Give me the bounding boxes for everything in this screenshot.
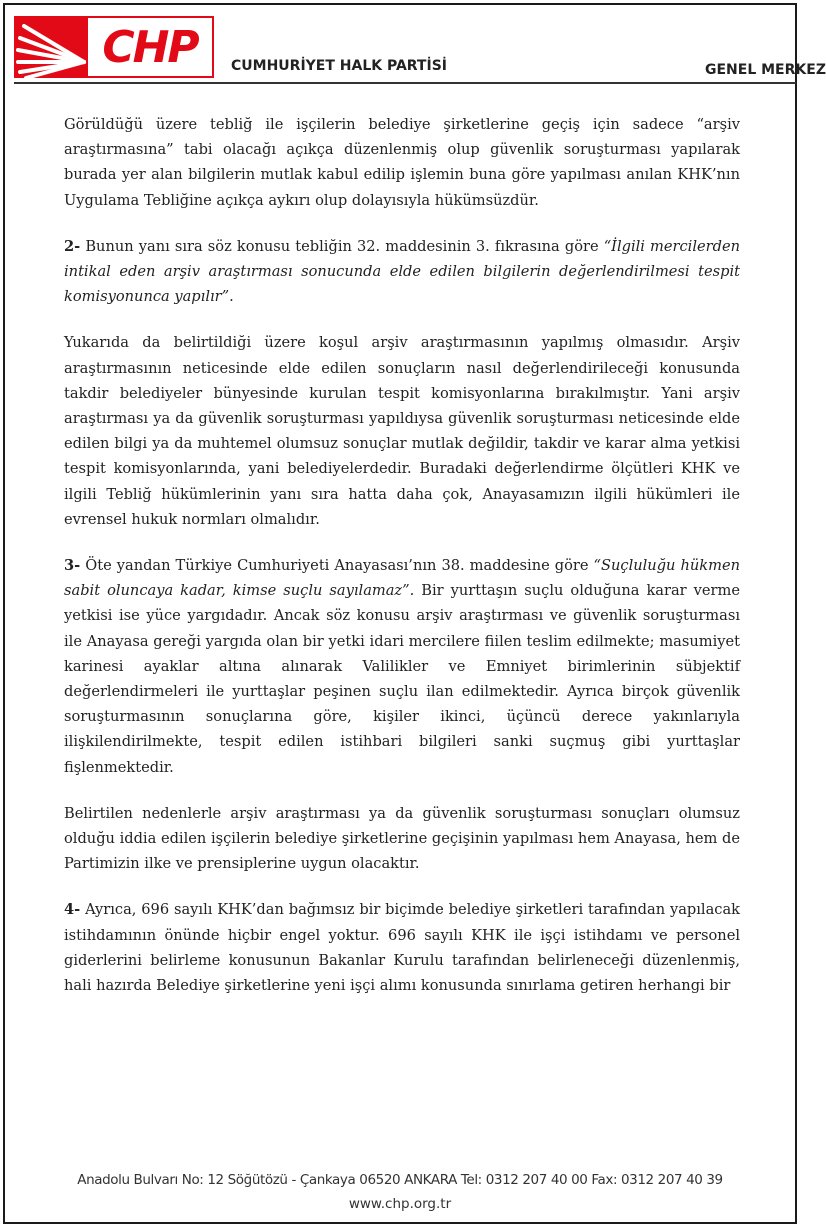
paragraph-text: Bir yurttaşın suçlu olduğuna karar verme yetkisi ise yüce yargıdadır. Ancak söz konusu arşiv araştırması ve güvenlik soruşturması ile Anayasa gereği yargıda olan bir yetki idari mercilere fiilen teslim edilmekte; masumiyet karinesi ayaklar altına alınarak Valilikler ve Emniyet birimlerinin sübjektif değerlendirmeleri ile yurttaşlar peşinen suçlu ilan edilmektedir. Ayrıca birçok güvenlik soruşturmasının sonuçlarına göre, kişiler ikinci, üçüncü derece yakınlarıyla ilişkilendirilmekte, tespit edilen istihbari bilgileri sanki suçmuş gibi yurttaşlar fişlenmektedir.: [64, 582, 740, 776]
chp-logo: [14, 16, 214, 78]
office-label: GENEL MERKEZ: [705, 62, 826, 78]
paragraph-text: Öte yandan Türkiye Cumhuriyeti Anayasası’nın 38. maddesine göre: [85, 557, 589, 575]
party-name: CUMHURİYET HALK PARTİSİ: [231, 58, 447, 74]
paragraph-text: Ayrıca, 696 sayılı KHK’dan bağımsız bir biçimde belediye şirketleri tarafından yapılacak istihdamının önünde hiçbir engel yoktur. 696 sayılı KHK ile işçi istihdamı ve personel giderlerini belirleme konusunun Bakanlar Kurulu tarafından belirleneceği düzenlenmiş, hali hazırda Belediye şirketlerine yeni işçi alımı konusunda sınırlama getiren herhangi bir: [64, 901, 741, 995]
footer-address: Anadolu Bulvarı No: 12 Söğütözü - Çankaya 06520 ANKARA Tel: 0312 207 40 00 Fax: 0312 207 40 39: [77, 1172, 723, 1188]
footer-website[interactable]: www.chp.org.tr: [348, 1196, 452, 1212]
paragraph-2: [64, 234, 740, 310]
quote: “Suçluluğu hükmen sabit oluncaya kadar, kimse suçlu sayılamaz”.: [64, 557, 740, 600]
item-number: 4-: [64, 901, 81, 919]
paragraph-5: Belirtilen nedenlerle arşiv araştırması ya da güvenlik soruşturması sonuçları olumsuz olduğu iddia edilen işçilerin belediye şirketlerine geçişinin yapılması hem Anayasa, hem de Partimizin ilke ve prensiplerine uygun olacaktır.: [64, 804, 740, 873]
header-divider: [14, 82, 796, 84]
paragraph-6: [64, 897, 740, 998]
paragraph-3: Yukarıda da belirtildiği üzere koşul arşiv araştırmasının yapılmış olmasıdır. Arşiv araştırmasının neticesinde elde edilen sonuçların nasıl değerlendirileceği konusunda takdir belediyeler bünyesinde kurulan tespit komisyonlarına bırakılmıştır. Yani arşiv araştırması ya da güvenlik soruşturması yapıldıysa güvenlik soruşturması neticesinde elde edilen bilgi ya da muhtemel olumsuz sonuçlar mutlak değildir, takdir ve karar alma yetkisi tespit komisyonlarında, yani belediyelerdedir. Buradaki değerlendirme ölçütleri KHK ve ilgili Tebliğ hükümlerinin yanı sıra hatta daha çok, Anayasamızın ilgili hükümleri ile evrensel hukuk normları olmalıdır.: [64, 334, 740, 528]
item-number: 2-: [64, 237, 81, 255]
logo-text: CHP: [88, 16, 214, 78]
quote: “İlgili mercilerden intikal eden arşiv araştırması sonucunda elde edilen bilgilerin değerlendirilmesi tespit komisyonunca yapılır”.: [64, 237, 741, 306]
document-body: [64, 112, 740, 1019]
six-arrows-emblem: [14, 16, 88, 78]
paragraph-4: [64, 553, 740, 780]
item-number: 3-: [64, 557, 81, 575]
paragraph-1: Görüldüğü üzere tebliğ ile işçilerin belediye şirketlerine geçiş için sadece “arşiv araştırmasına” tabi olacağı açıkça düzenlenmiş olup güvenlik soruşturması yapılarak burada yer alan bilgilerin mutlak kabul edilip işlemin buna göre yapılması anılan KHK’nın Uygulama Tebliğine açıkça aykırı olup dolayısıyla hükümsüzdür.: [64, 116, 740, 209]
paragraph-text: Bunun yanı sıra söz konusu tebliğin 32. maddesinin 3. fıkrasına göre: [85, 237, 599, 255]
